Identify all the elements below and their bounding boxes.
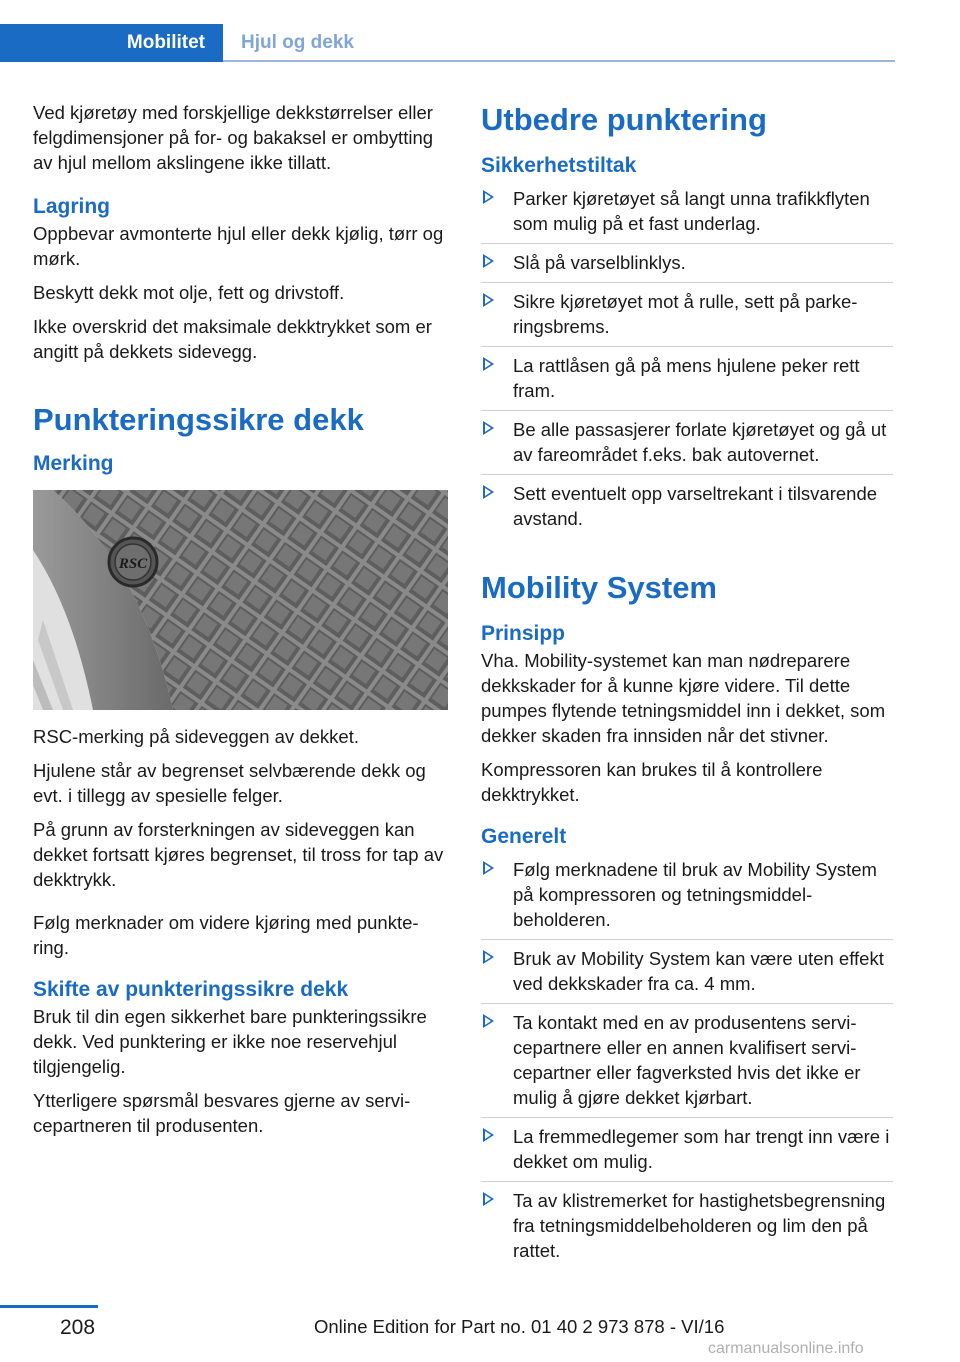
sikkerhet-list	[481, 180, 893, 538]
rsc-caption: RSC-merking på sideveggen av dekket.	[33, 726, 359, 747]
list-item: Ta av klistremerket for hastighetsbegrensning fra tetningsmiddelbeholderen og lim den på rattet.	[481, 1182, 893, 1270]
list-item: Ta kontakt med en av produsentens servicepartnere eller en annen kvalifisert servicepartner eller fagverksted hvis det ikke er mulig å gjøre dekket kjørbart.	[481, 1004, 893, 1118]
triangle-bullet-icon	[483, 421, 494, 435]
right-column	[481, 100, 893, 1270]
left-column	[33, 100, 448, 1147]
prinsipp-heading: Prinsipp	[481, 622, 566, 645]
vha-paragraph: Vha. Mobility-systemet kan man nødreparere dekkskader for å kunne kjøre videre. Til dette pumpes flytende tetningsmiddel inn i dekket, som dekker skaden fra innsiden når det stivner.	[481, 650, 886, 746]
skifte-heading: Skifte av punkteringssikre dekk	[33, 978, 349, 1001]
lagring-paragraph-2: Beskytt dekk mot olje, fett og drivstoff.	[33, 282, 345, 303]
triangle-bullet-icon	[483, 190, 494, 204]
intro-paragraph: Ved kjøretøy med forskjellige dekkstørrelser eller felgdimensjoner på for- og bakaksel er ombytting av hjul mellom akslingene ikke tillatt.	[33, 102, 434, 173]
list-item: Følg merknadene til bruk av Mobility System på kompressoren og tetningsmiddelbeholderen.	[481, 851, 893, 940]
generelt-heading: Generelt	[481, 825, 567, 848]
triangle-bullet-icon	[483, 293, 494, 307]
kompressor-paragraph: Kompressoren kan brukes til å kontrollere dekktrykket.	[481, 759, 823, 805]
merking-heading: Merking	[33, 452, 114, 475]
ytterligere-paragraph: Ytterligere spørsmål besvares gjerne av servicepartneren til produsenten.	[33, 1090, 411, 1136]
bruk-paragraph: Bruk til din egen sikkerhet bare punkteringssikre dekk. Ved punktering er ikke noe reservehjul tilgjengelig.	[33, 1006, 427, 1077]
lagring-heading: Lagring	[33, 195, 110, 218]
triangle-bullet-icon	[483, 357, 494, 371]
triangle-bullet-icon	[483, 254, 494, 268]
list-item: La fremmedlegemer som har trengt inn være i dekket om mulig.	[481, 1118, 893, 1182]
edition-text: Online Edition for Part no. 01 40 2 973 878 - VI/16	[314, 1316, 725, 1337]
triangle-bullet-icon	[483, 1128, 494, 1142]
list-item: Sett eventuelt opp varseltrekant i tilsvarende avstand.	[481, 475, 893, 538]
punkteringssikre-heading: Punkteringssikre dekk	[33, 402, 364, 437]
list-item: La rattlåsen gå på mens hjulene peker rett fram.	[481, 347, 893, 411]
list-item: Bruk av Mobility System kan være uten effekt ved dekkskader fra ca. 4 mm.	[481, 940, 893, 1004]
triangle-bullet-icon	[483, 1192, 494, 1206]
tire-illustration-svg	[33, 490, 448, 710]
svg-text:RSC: RSC	[118, 556, 148, 572]
grunn-paragraph: På grunn av forsterkningen av sideveggen kan dekket fortsatt kjøres begrenset, til tross for tap av dekktrykk.	[33, 819, 444, 890]
lagring-paragraph-3: Ikke overskrid det maksimale dekktrykket som er angitt på dekkets sidevegg.	[33, 316, 432, 362]
folg-paragraph: Følg merknader om videre kjøring med punktering.	[33, 912, 419, 958]
triangle-bullet-icon	[483, 485, 494, 499]
triangle-bullet-icon	[483, 950, 494, 964]
page-number: 208	[60, 1316, 96, 1339]
mobility-heading: Mobility System	[481, 570, 717, 605]
page-number-rule	[0, 1305, 98, 1308]
lagring-paragraph-1: Oppbevar avmonterte hjul eller dekk kjølig, tørr og mørk.	[33, 223, 444, 269]
generelt-list	[481, 851, 893, 1270]
list-item: Be alle passasjerer forlate kjøretøyet og gå ut av fareområdet f.eks. bak autovernet.	[481, 411, 893, 475]
triangle-bullet-icon	[483, 1014, 494, 1028]
list-item: Sikre kjøretøyet mot å rulle, sett på parkeringsbrems.	[481, 283, 893, 347]
tire-rsc-illustration	[33, 490, 448, 710]
sikkerhet-heading: Sikkerhetstiltak	[481, 154, 637, 177]
header-tab-hjul-og-dekk[interactable]: Hjul og dekk	[241, 32, 354, 53]
hjulene-paragraph: Hjulene står av begrenset selvbærende dekk og evt. i tillegg av spesielle felger.	[33, 760, 426, 806]
utbedre-heading: Utbedre punktering	[481, 102, 767, 137]
watermark-text: carmanualsonline.info	[708, 1340, 864, 1357]
list-item: Slå på varselblinklys.	[481, 244, 893, 283]
list-item: Parker kjøretøyet så langt unna trafikkflyten som mulig på et fast underlag.	[481, 180, 893, 244]
rsc-logo-icon	[109, 538, 157, 586]
header-tab-mobilitet[interactable]: Mobilitet	[0, 24, 223, 62]
triangle-bullet-icon	[483, 861, 494, 875]
